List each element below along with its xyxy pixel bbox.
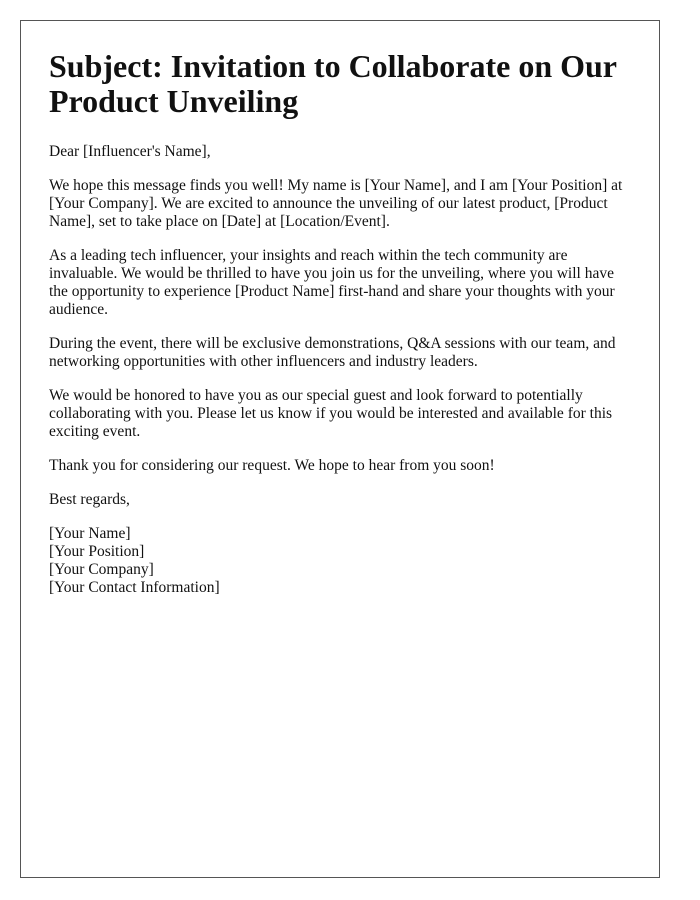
letter-paragraph-invitation: As a leading tech influencer, your insights and reach within the tech community are invaluable. We would be thrilled to have you join us for the unveiling, where you will have the opportunity to experience [Product Name] first-hand and share your thoughts with your audience. [49, 247, 615, 318]
letter-closing: Best regards, [49, 491, 130, 508]
signature-company: [Your Company] [49, 561, 154, 578]
signature-name: [Your Name] [49, 525, 131, 542]
signature-block [49, 525, 631, 597]
letter-page [20, 20, 660, 878]
signature-position: [Your Position] [49, 543, 145, 560]
signature-contact: [Your Contact Information] [49, 579, 220, 596]
letter-paragraph-thanks: Thank you for considering our request. We hope to hear from you soon! [49, 457, 495, 474]
letter-paragraph-event-details: During the event, there will be exclusive demonstrations, Q&A sessions with our team, and networking opportunities with other influencers and industry leaders. [49, 335, 616, 370]
letter-greeting: Dear [Influencer's Name], [49, 143, 211, 160]
letter-paragraph-intro: We hope this message finds you well! My name is [Your Name], and I am [Your Position] at [Your Company]. We are excited to announce the unveiling of our latest product, [Product Name], set to take place on [Date] at [Location/Event]. [49, 177, 623, 230]
letter-subject: Subject: Invitation to Collaborate on Our Product Unveiling [49, 48, 617, 119]
letter-paragraph-request: We would be honored to have you as our special guest and look forward to potentially collaborating with you. Please let us know if you would be interested and available for this exciting event. [49, 387, 613, 440]
